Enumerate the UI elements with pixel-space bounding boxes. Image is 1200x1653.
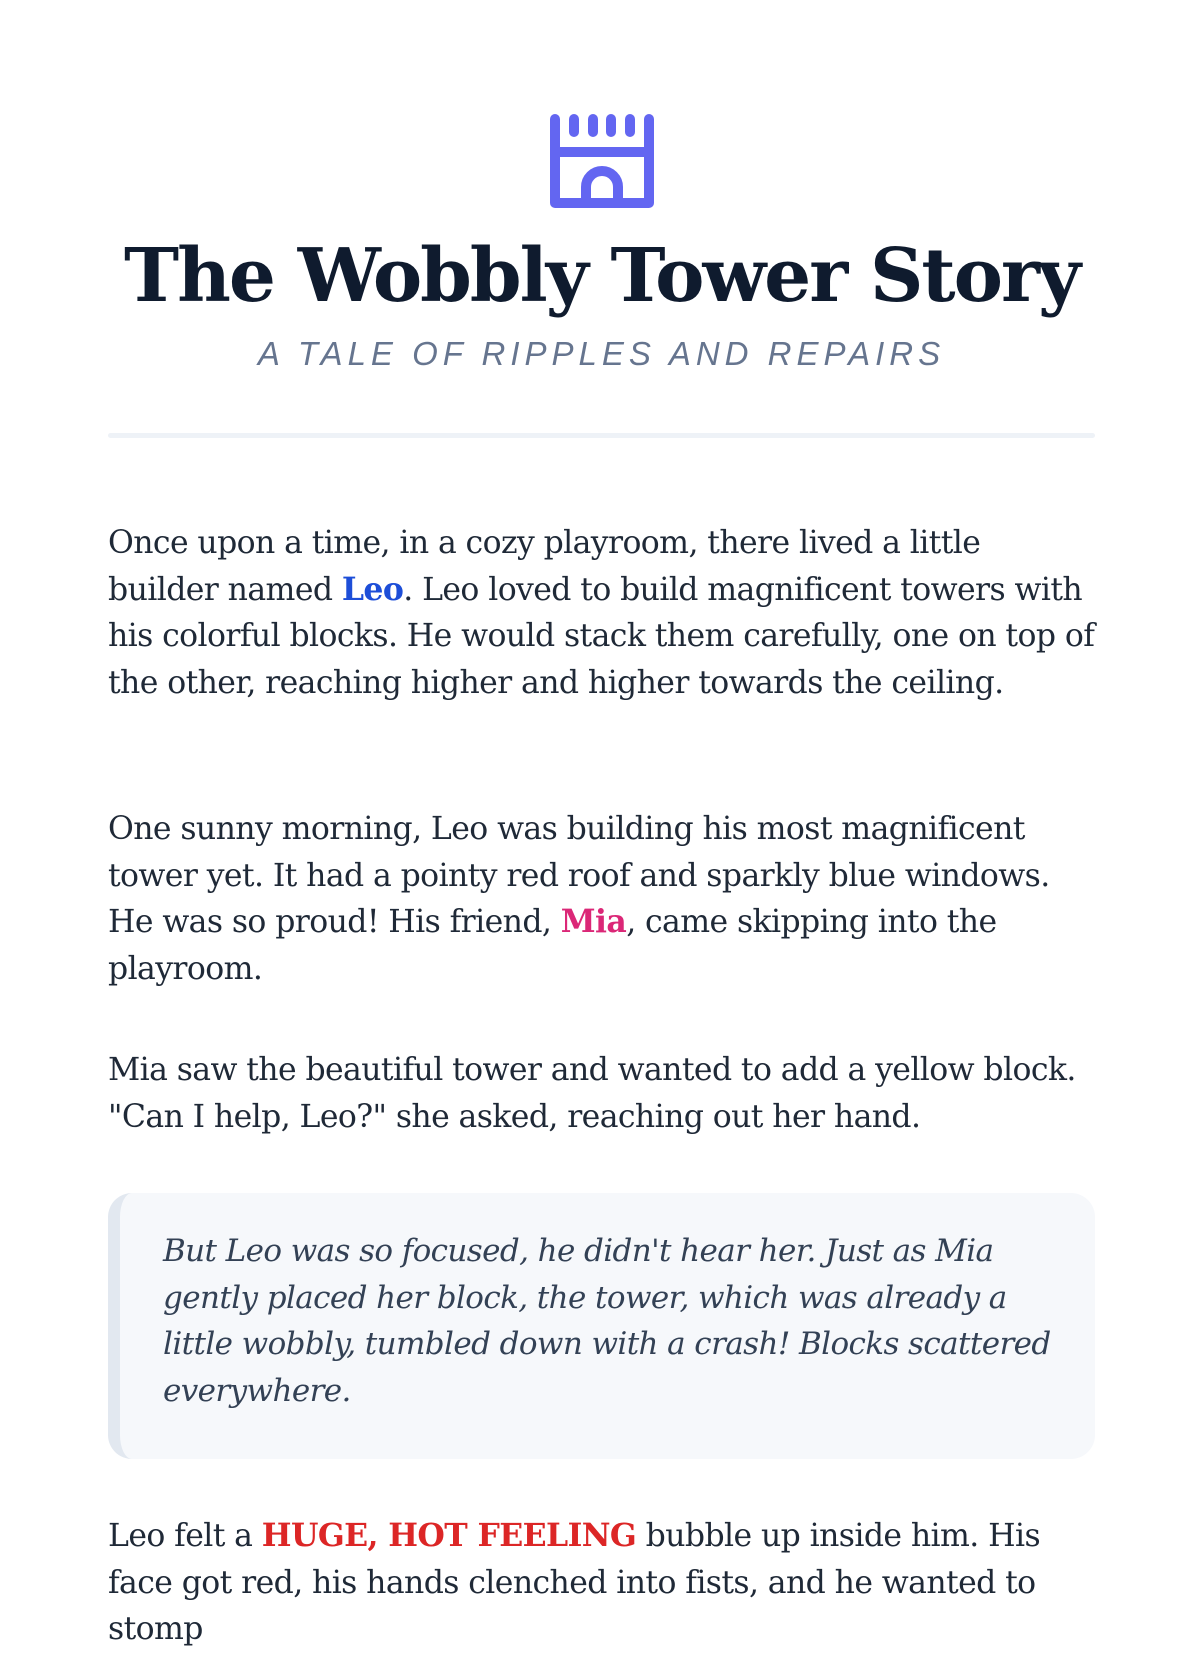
p4-text-before: Leo felt a <box>108 1518 262 1554</box>
castle-icon <box>550 114 654 208</box>
story-quote-block <box>108 1193 1095 1459</box>
story-paragraph-4 <box>108 1513 1095 1653</box>
header-divider <box>108 433 1095 438</box>
p4-text-after: bubble up inside him. His face got red, his hands clenched into fists, and he wanted to stomp <box>108 1518 1041 1647</box>
page-subtitle: A TALE OF RIPPLES AND REPAIRS <box>257 335 946 372</box>
story-paragraph-2 <box>108 806 1095 992</box>
character-name-leo: Leo <box>341 570 404 608</box>
p1-text-before: Once upon a time, in a cozy playroom, there lived a little builder named <box>108 525 981 608</box>
story-paragraph-1 <box>108 520 1095 706</box>
p2-text-before: One sunny morning, Leo was building his most magnificent tower yet. It had a pointy red roof and sparkly blue windows. He was so proud! His friend, <box>108 811 1050 940</box>
feeling-highlight: HUGE, HOT FEELING <box>261 1517 637 1554</box>
p1-text-after: . Leo loved to build magnificent towers with his colorful blocks. He would stack them carefully, one on top of the other, reaching higher and higher towards the ceiling. <box>108 571 1095 701</box>
quote-text: But Leo was so focused, he didn't hear her. Just as Mia gently placed her block, the tower, which was already a little wobbly, tumbled down with a crash! Blocks scattered everywhere. <box>163 1233 1051 1409</box>
p2-text-after: , came skipping into the playroom. <box>108 904 997 987</box>
page-title: The Wobbly Tower Story <box>124 233 1079 319</box>
story-paragraph-3: Mia saw the beautiful tower and wanted to add a yellow block. "Can I help, Leo?" she asked, reaching out her hand. <box>108 1052 1076 1135</box>
character-name-mia: Mia <box>560 903 627 940</box>
